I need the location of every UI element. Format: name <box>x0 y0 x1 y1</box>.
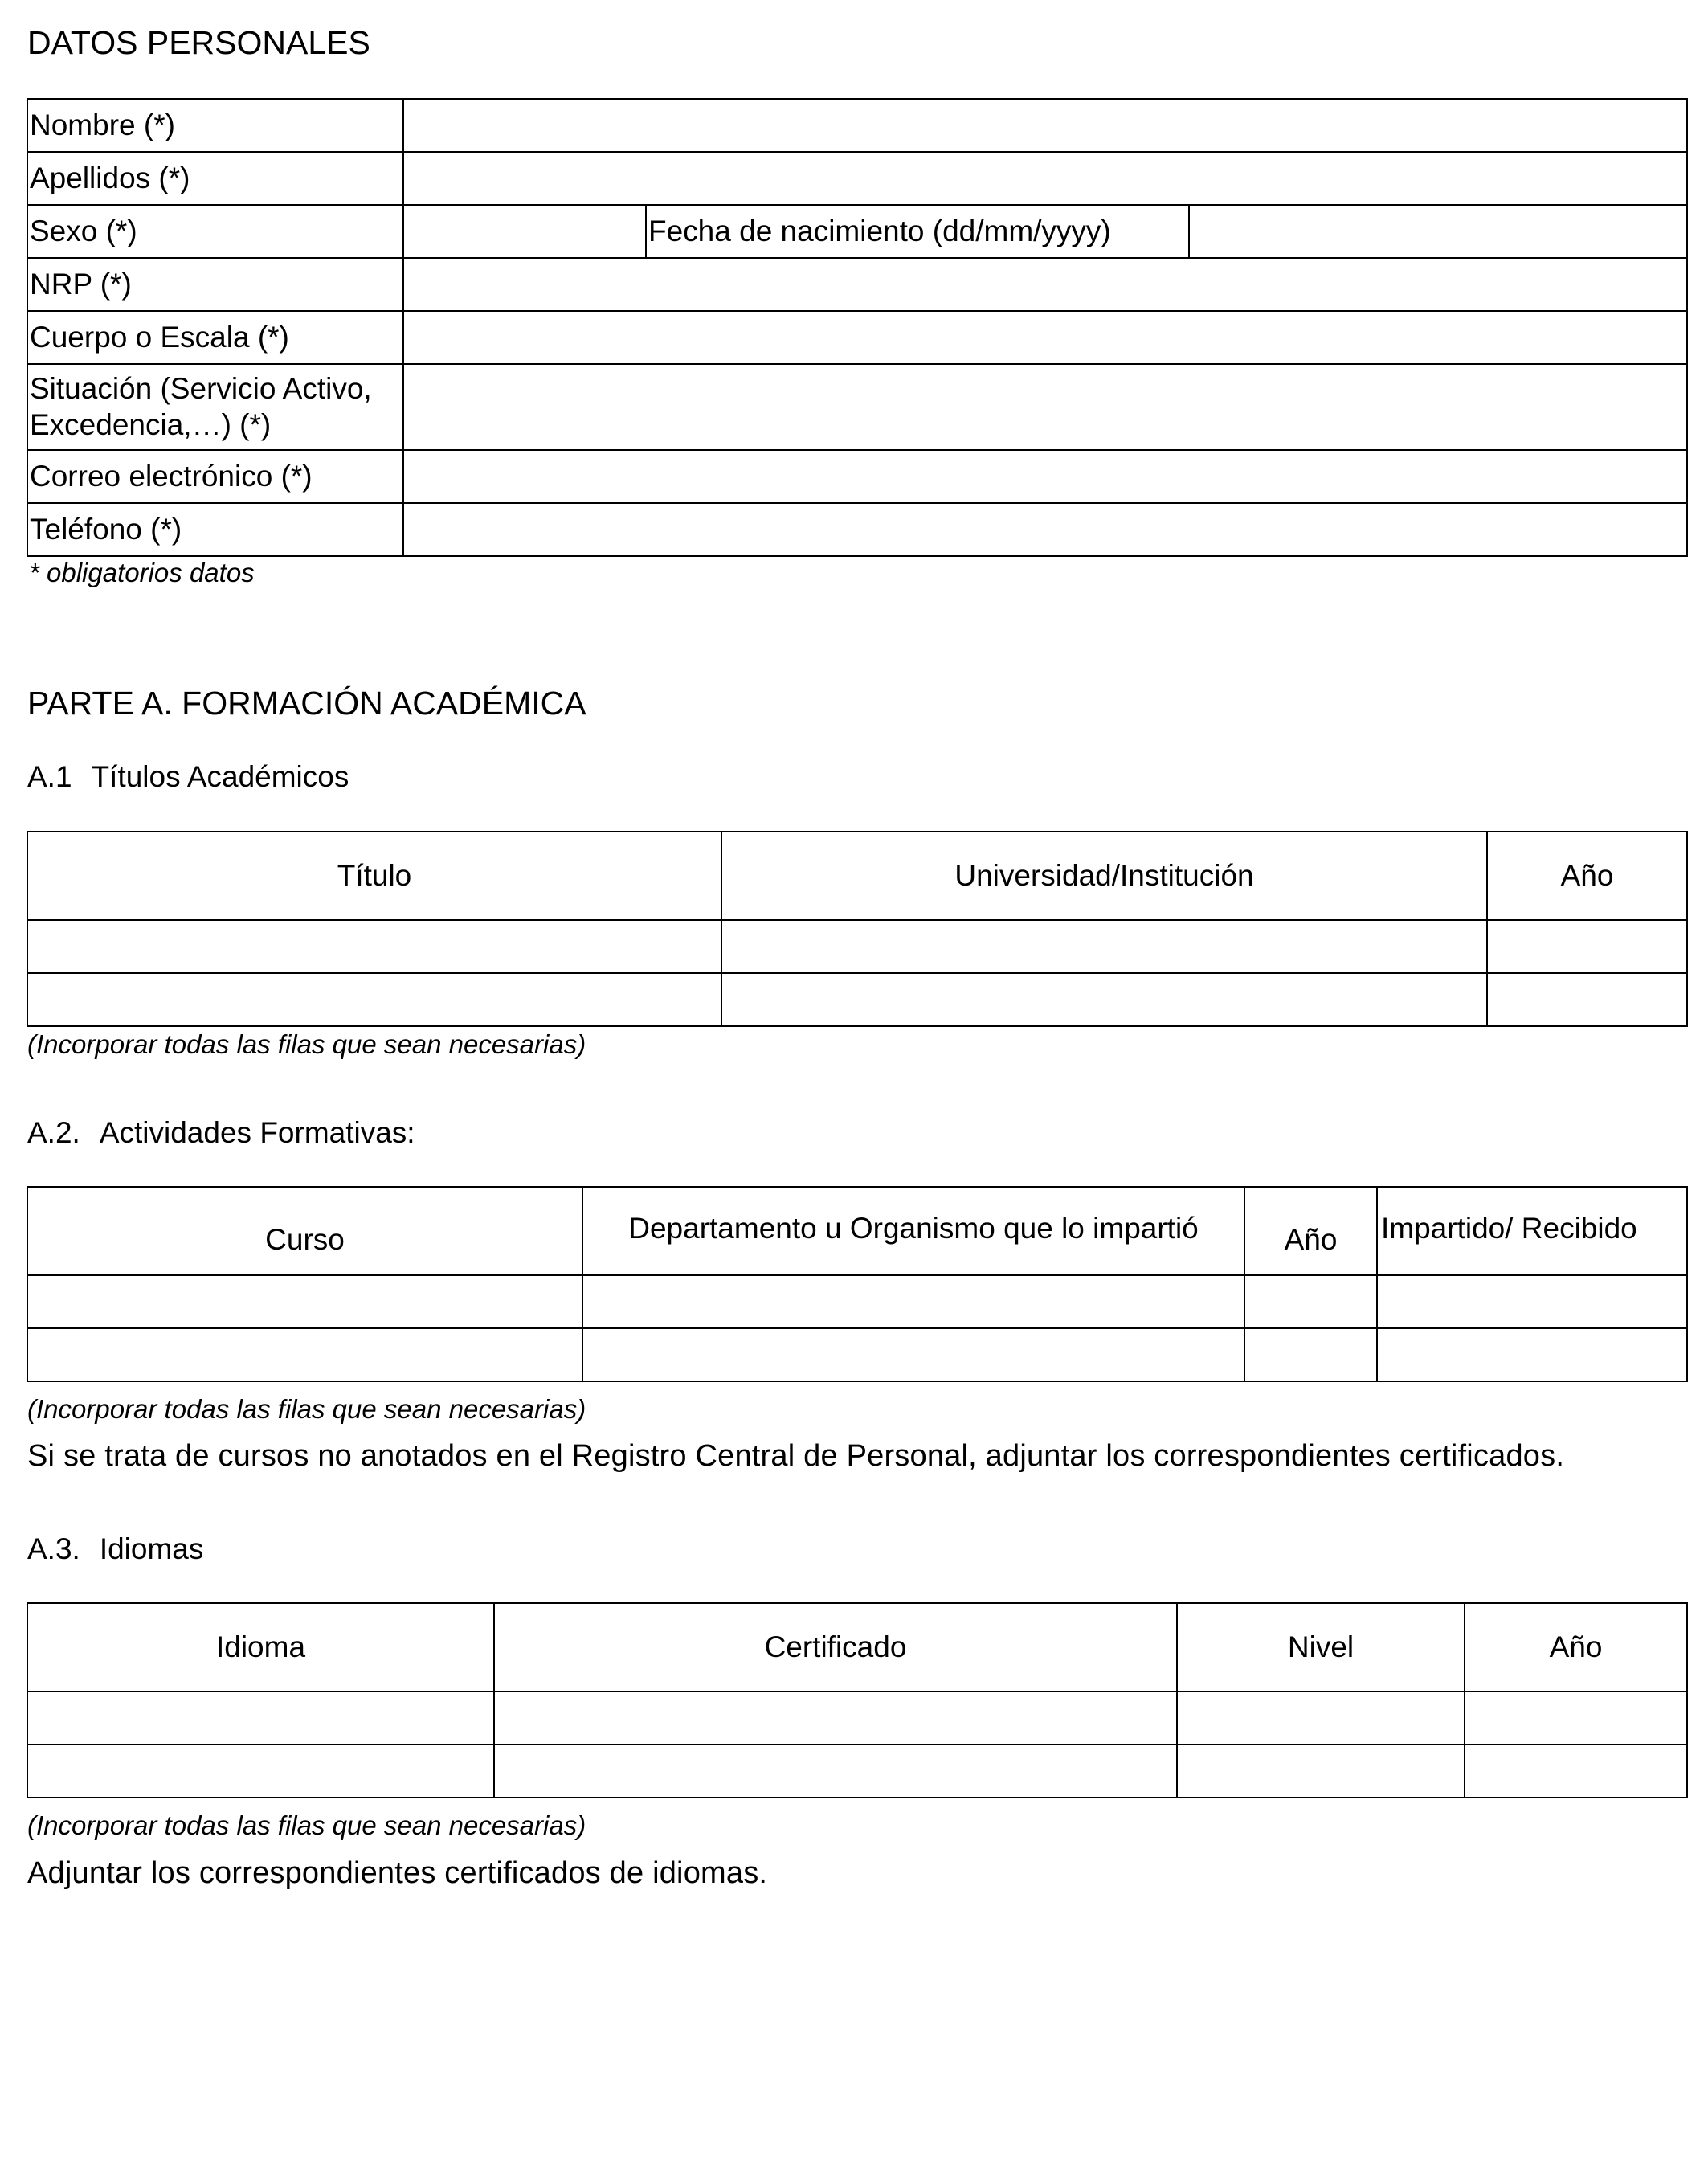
table-row <box>27 920 1687 973</box>
input-apellidos[interactable] <box>403 152 1687 205</box>
table-row <box>27 1691 1687 1745</box>
a1-cell-titulo[interactable] <box>27 973 721 1026</box>
row-cuerpo <box>27 311 1687 364</box>
label-correo: Correo electrónico (*) <box>27 450 403 503</box>
input-telefono[interactable] <box>403 503 1687 556</box>
a1-header-row <box>27 832 1687 920</box>
row-correo <box>27 450 1687 503</box>
label-situacion-line2: Excedencia,…) (*) <box>30 407 272 441</box>
a3-header-idioma: Idioma <box>27 1603 494 1691</box>
input-situacion[interactable] <box>403 364 1687 450</box>
a3-cell-idioma[interactable] <box>27 1691 494 1745</box>
a2-heading <box>27 1118 415 1147</box>
table-row <box>27 1275 1687 1328</box>
label-situacion-line1: Situación (Servicio Activo, <box>30 372 372 406</box>
input-nombre[interactable] <box>403 99 1687 152</box>
label-nrp: NRP (*) <box>27 258 403 311</box>
a3-instruction: Adjuntar los correspondientes certificados de idiomas. <box>27 1856 768 1890</box>
input-cuerpo[interactable] <box>403 311 1687 364</box>
a1-cell-universidad[interactable] <box>721 920 1487 973</box>
a2-header-row <box>27 1187 1687 1275</box>
a1-header-ano: Año <box>1487 832 1687 920</box>
a3-cell-idioma[interactable] <box>27 1745 494 1798</box>
a3-cell-ano[interactable] <box>1465 1745 1687 1798</box>
a2-cell-departamento[interactable] <box>582 1275 1244 1328</box>
a2-cell-curso[interactable] <box>27 1275 582 1328</box>
table-row <box>27 1745 1687 1798</box>
a1-cell-ano[interactable] <box>1487 920 1687 973</box>
a3-note: (Incorporar todas las filas que sean necesarias) <box>27 1810 586 1840</box>
input-fecha-nacimiento[interactable] <box>1189 205 1687 258</box>
a2-header-curso: Curso <box>27 1187 582 1275</box>
a1-cell-titulo[interactable] <box>27 920 721 973</box>
a2-cell-impartido[interactable] <box>1377 1275 1687 1328</box>
a2-cell-ano[interactable] <box>1244 1275 1377 1328</box>
a2-note: (Incorporar todas las filas que sean necesarias) <box>27 1394 586 1424</box>
row-nombre <box>27 99 1687 152</box>
a3-header-row <box>27 1603 1687 1691</box>
label-situacion <box>27 364 403 450</box>
a1-cell-ano[interactable] <box>1487 973 1687 1026</box>
row-telefono <box>27 503 1687 556</box>
a3-header-ano: Año <box>1465 1603 1687 1691</box>
a1-note: (Incorporar todas las filas que sean necesarias) <box>27 1029 586 1059</box>
a3-title: Idiomas <box>99 1532 204 1565</box>
a3-cell-nivel[interactable] <box>1177 1691 1465 1745</box>
a1-heading <box>27 762 349 792</box>
a2-header-ano: Año <box>1244 1187 1377 1275</box>
a1-header-universidad: Universidad/Institución <box>721 832 1487 920</box>
a3-cell-certificado[interactable] <box>494 1745 1177 1798</box>
a3-cell-nivel[interactable] <box>1177 1745 1465 1798</box>
a3-header-certificado: Certificado <box>494 1603 1177 1691</box>
table-row <box>27 973 1687 1026</box>
a3-cell-certificado[interactable] <box>494 1691 1177 1745</box>
parte-a-title: PARTE A. FORMACIÓN ACADÉMICA <box>27 685 586 722</box>
required-fields-note: * obligatorios datos <box>29 558 255 587</box>
input-nrp[interactable] <box>403 258 1687 311</box>
a3-idiomas-table <box>27 1602 1688 1798</box>
label-fecha-nacimiento: Fecha de nacimiento (dd/mm/yyyy) <box>646 205 1189 258</box>
a2-title: Actividades Formativas: <box>99 1116 415 1149</box>
label-nombre: Nombre (*) <box>27 99 403 152</box>
a1-title: Títulos Académicos <box>91 760 349 793</box>
a1-cell-universidad[interactable] <box>721 973 1487 1026</box>
a2-header-departamento: Departamento u Organismo que lo impartió <box>582 1187 1244 1275</box>
input-sexo[interactable] <box>403 205 646 258</box>
row-sexo-fecha <box>27 205 1687 258</box>
label-cuerpo: Cuerpo o Escala (*) <box>27 311 403 364</box>
label-sexo: Sexo (*) <box>27 205 403 258</box>
a1-number: A.1 <box>27 760 72 793</box>
a3-number: A.3. <box>27 1532 80 1565</box>
a1-titulos-table <box>27 831 1688 1027</box>
a2-actividades-table <box>27 1186 1688 1382</box>
a2-cell-curso[interactable] <box>27 1328 582 1381</box>
a2-cell-impartido[interactable] <box>1377 1328 1687 1381</box>
a3-header-nivel: Nivel <box>1177 1603 1465 1691</box>
a2-cell-departamento[interactable] <box>582 1328 1244 1381</box>
a3-heading <box>27 1534 203 1564</box>
row-situacion <box>27 364 1687 450</box>
table-row <box>27 1328 1687 1381</box>
label-telefono: Teléfono (*) <box>27 503 403 556</box>
a2-number: A.2. <box>27 1116 80 1149</box>
input-correo[interactable] <box>403 450 1687 503</box>
a2-cell-ano[interactable] <box>1244 1328 1377 1381</box>
row-apellidos <box>27 152 1687 205</box>
label-apellidos: Apellidos (*) <box>27 152 403 205</box>
personal-data-table <box>27 98 1688 557</box>
a2-header-impartido: Impartido/ Recibido <box>1377 1187 1687 1275</box>
personal-data-title: DATOS PERSONALES <box>27 24 370 61</box>
a3-cell-ano[interactable] <box>1465 1691 1687 1745</box>
row-nrp <box>27 258 1687 311</box>
a1-header-titulo: Título <box>27 832 721 920</box>
a2-instruction: Si se trata de cursos no anotados en el Registro Central de Personal, adjuntar los correspondientes certificados. <box>27 1439 1565 1473</box>
